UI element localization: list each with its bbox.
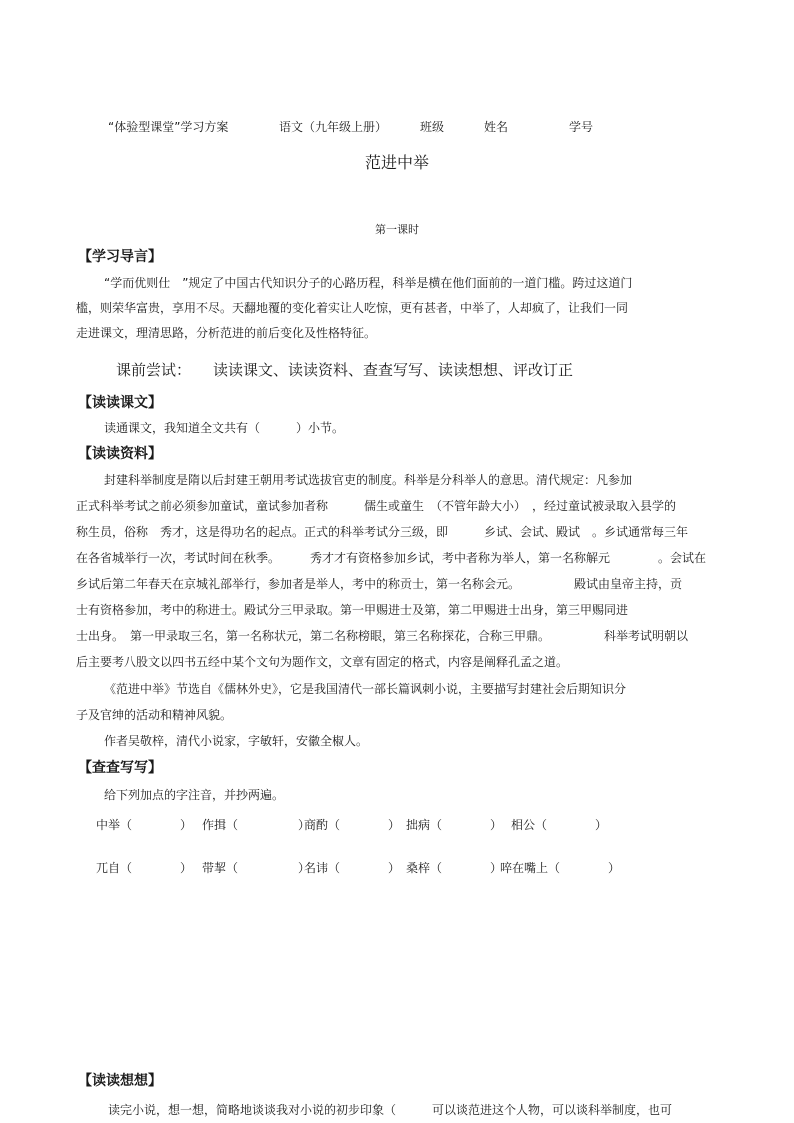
student-id-label: 学号	[569, 120, 594, 134]
pinyin-item: 商酌（ ）	[304, 818, 401, 832]
pinyin-item: 兀自（ ）	[96, 861, 193, 875]
pinyin-item: 相公（ ）	[511, 818, 608, 832]
read-think-heading: 【读读想想】	[78, 1073, 162, 1089]
page-title: 范进中举	[364, 153, 429, 172]
material-line: 称生员，俗称 秀才，这是得功名的起点。正式的科举考试分三级，即 乡试、会试、殿试 。乡试通常每三年	[76, 525, 689, 539]
lesson-label: 第一课时	[375, 223, 419, 236]
intro-line: “学而优则仕 ”规定了中国古代知识分子的心路历程，科举是横在他们面前的一道门槛。跨过这道门	[104, 276, 633, 290]
class-label: 班级	[420, 120, 445, 134]
material-line: 子及官绅的活动和精神风貌。	[76, 708, 233, 722]
material-line: 正式科举考试之前必须参加童试，童试参加者称 儒生或童生 （不管年龄大小） ，经过童试被录取入县学的	[76, 499, 677, 513]
read-material-heading: 【读读资料】	[78, 446, 162, 462]
pinyin-item: 中举（ ）	[96, 818, 193, 832]
material-line: 乡试后第二年春天在京城礼部举行，参加者是举人，考中的称贡士，第一名称会元。 殿试由皇帝主持，贡	[76, 577, 683, 591]
material-line: 《范进中举》节选自《儒林外史》，它是我国清代一部长篇讽刺小说，主要描写封建社会后期知识分	[104, 682, 627, 696]
read-text-line: 读通课文，我知道全文共有（ ）小节。	[104, 421, 345, 435]
pinyin-item: 带挈（ ）	[202, 861, 311, 875]
pre-class-items: 读读课文、读读资料、查查写写、读读想想、评改订正	[213, 361, 574, 379]
program-name: “体验型课堂”学习方案	[108, 120, 229, 134]
pinyin-item: 作揖（ ）	[202, 818, 311, 832]
pinyin-item: 桑梓（ ）	[406, 861, 503, 875]
pre-class-label: 课前尝试：	[116, 361, 192, 379]
material-line: 在各省城举行一次，考试时间在秋季。 秀才才有资格参加乡试，考中者称为举人，第一名称解元 。会试在	[76, 551, 707, 565]
pinyin-item: 啐在嘴上（ ）	[500, 861, 621, 875]
material-line: 士出身。 第一甲录取三名，第一名称状元，第二名称榜眼，第三名称探花，合称三甲鼎。 科举考试明朝以	[76, 629, 689, 643]
check-write-heading: 【查查写写】	[78, 760, 162, 776]
pre-class-tasks	[116, 359, 573, 380]
intro-heading: 【学习导言】	[78, 249, 162, 265]
name-label: 姓名	[484, 120, 509, 134]
intro-line: 走进课文，理清思路，分析范进的前后变化及性格特征。	[76, 326, 377, 340]
pinyin-item: 名讳（ ）	[304, 861, 401, 875]
check-write-instruction: 给下列加点的字注音，并抄两遍。	[104, 788, 285, 802]
read-think-line: 读完小说，想一想，简略地谈谈我对小说的初步印象（ 可以谈范进这个人物，可以谈科举制度，也可	[108, 1103, 673, 1117]
material-line: 后主要考八股文以四书五经中某个文句为题作文，文章有固定的格式，内容是阐释孔孟之道。	[76, 655, 569, 669]
material-line: 封建科举制度是隋以后封建王朝用考试选拔官吏的制度。科举是分科举人的意思。清代规定：凡参加	[104, 473, 633, 487]
subject-label: 语文（九年级上册）	[279, 120, 388, 134]
pinyin-item: 拙病（ ）	[406, 818, 503, 832]
material-line: 士有资格参加，考中的称进士。殿试分三甲录取。第一甲赐进士及第，第二甲赐进士出身，第三甲赐同进	[76, 603, 629, 617]
intro-line: 槛，则荣华富贵，享用不尽。天翻地覆的变化着实让人吃惊，更有甚者，中举了，人却疯了，让我们一同	[76, 301, 629, 315]
material-line: 作者吴敬梓，清代小说家，字敏轩，安徽全椒人。	[104, 734, 369, 748]
read-text-heading: 【读读课文】	[78, 395, 162, 411]
